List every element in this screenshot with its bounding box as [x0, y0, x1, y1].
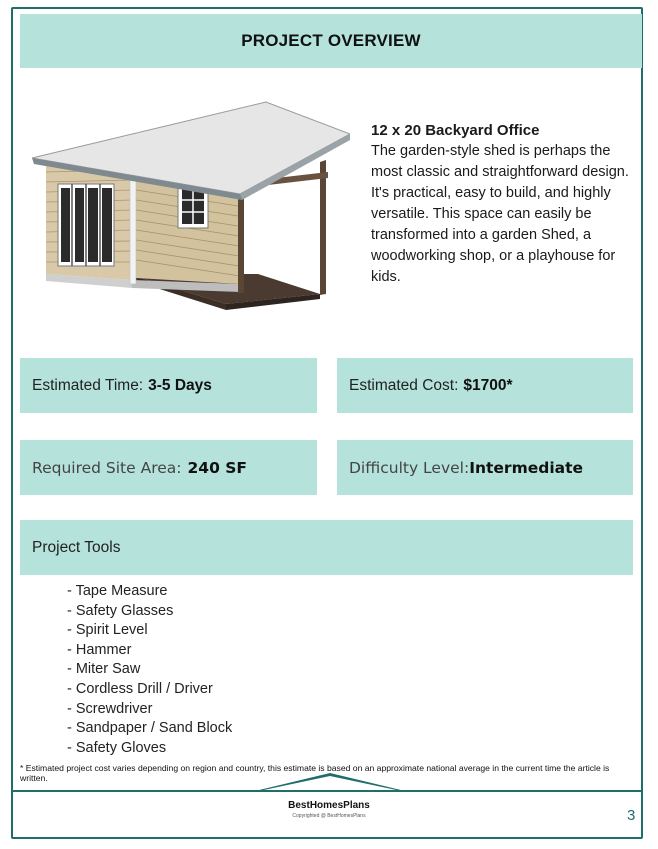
difficulty-box [337, 440, 633, 495]
estimated-cost-label: Estimated Cost: [349, 376, 459, 394]
estimated-time-value: 3-5 Days [148, 376, 212, 394]
list-item: - Sandpaper / Sand Block [67, 720, 233, 737]
list-item: - Safety Glasses [67, 602, 174, 619]
tools-list [67, 582, 232, 758]
project-description: The garden-style shed is perhaps the most classic and straightforward design. It's practical, easy to build, and highly versatile. This space can easily be transformed into a garden Shed, a woodworking shop, or a playhouse for kids. [371, 143, 629, 285]
difficulty-label: Difficulty Level: [349, 458, 470, 477]
list-item: - Hammer [67, 641, 132, 658]
footer-copyright: Copyrighted @ BestHomesPlans [292, 813, 366, 819]
difficulty-value: Intermediate [469, 458, 584, 477]
site-area-label: Required Site Area: [32, 458, 182, 477]
estimated-cost-value: $1700* [463, 376, 513, 394]
list-item: - Spirit Level [67, 622, 148, 639]
list-item: - Cordless Drill / Driver [67, 680, 213, 697]
site-area-box [20, 440, 317, 495]
list-item: - Screwdriver [67, 700, 153, 717]
page-number: 3 [627, 807, 636, 824]
estimated-time-box [20, 358, 317, 413]
footer-brand: BestHomesPlans [288, 800, 370, 811]
project-description-block [371, 120, 633, 288]
shed-illustration [28, 98, 350, 318]
site-area-value: 240 SF [187, 458, 248, 477]
estimated-time-label: Estimated Time: [32, 376, 144, 394]
cost-footnote: * Estimated project cost varies depending on region and country, this estimate is based on an approximate national average in the current time the article is written. [20, 763, 610, 783]
section-header [20, 14, 642, 68]
list-item: - Safety Gloves [67, 739, 167, 756]
list-item: - Tape Measure [67, 583, 168, 599]
estimated-cost-box [337, 358, 633, 413]
project-name: 12 x 20 Backyard Office [371, 122, 540, 139]
page-title: PROJECT OVERVIEW [241, 31, 421, 50]
list-item: - Miter Saw [67, 661, 141, 678]
project-tools-header [20, 520, 633, 575]
project-tools-heading: Project Tools [32, 538, 121, 556]
footer-chevron-icon [255, 772, 405, 792]
